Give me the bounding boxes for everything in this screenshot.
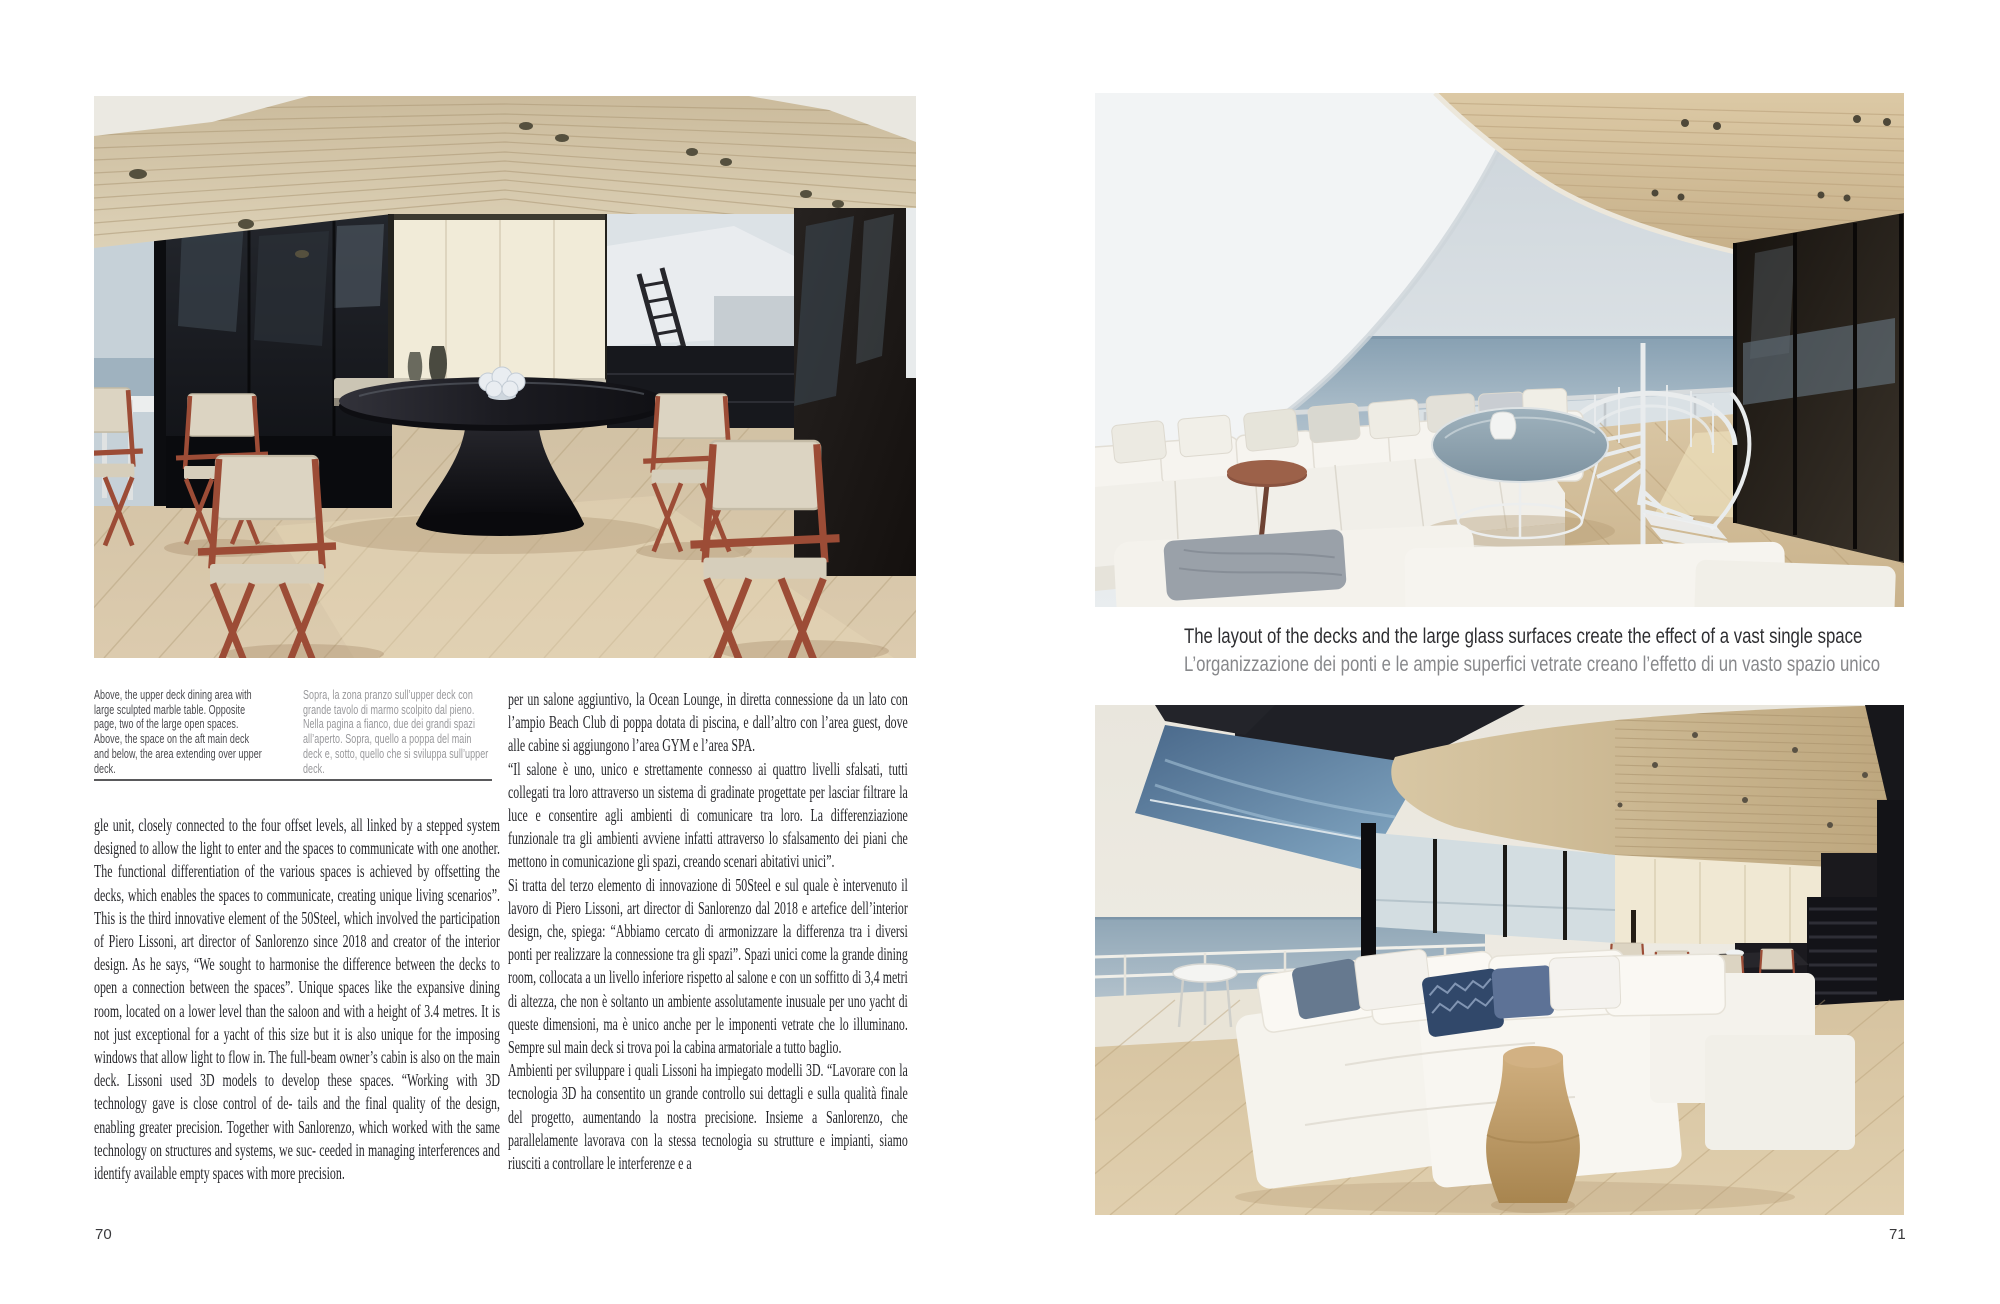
body-paragraph: Ambienti per sviluppare i quali Lissoni ha impiegato modelli 3D. “Lavorare con la tecnologia 3D ha consentito un grande controllo sui dettagli e sulla qualità finale del progetto, aumentando la nostra precisione. Insieme a Sanlorenzo, che parallelamente lavorava con la stessa tecnologia su strutture e impianti, siamo riusciti a controllare le interferenze e a [508,1060,908,1174]
photo-upper-deck-lounge [1095,705,1904,1215]
caption-english: Above, the upper deck dining area with large sculpted marble table. Opposite page, two of the large open spaces. Above, the space on the aft main deck and below, the area extending over upper deck. [94,687,262,776]
pull-quote-italian: L’organizzazione dei ponti e le ampie superfici vetrate creano l’effetto di un vasto spazio unico [1183,652,1881,676]
caption-italian: Sopra, la zona pranzo sull’upper deck con grande tavolo di marmo scolpito dal pieno. Nella pagina a fianco, due dei grandi spazi all’aperto. Sopra, quello a poppa del main deck e, sotto, quello che si sviluppa sull’upper deck. [303,687,489,776]
port-side-view [94,214,166,506]
page-number-left: 70 [95,1226,112,1243]
bronze-glass-doors [1735,213,1904,563]
body-paragraph: Si tratta del terzo elemento di innovazione di 50Steel e sul quale è intervenuto il lavoro di Piero Lissoni, art director di Sanlorenzo dal 2018 e artefice dell’interior design, che, spiega: “Abbiamo cercato di armonizzare la differenza tra i diversi ponti per realizzare la connessione tra gli spazi”. Spazi unici come la grande dining room, collocata a un livello inferiore rispetto al salone e con un soffitto di 3,4 metri di altezza, che non è soltanto un ambiente assolutamente inusuale per uno yacht di queste dimensioni, ma è unico anche per le imponenti vetrate che lo illuminano. Sempre sul main deck si trova poi la cabina armatoriale a tutto baglio. [508,874,908,1058]
body-column-english [94,814,500,1185]
caption-divider-rule [94,779,492,781]
body-column-italian [508,688,908,1175]
photo-upper-deck-dining [94,96,916,658]
pull-quote [1095,622,1904,678]
body-paragraph: “Il salone è uno, unico e strettamente connesso ai quattro livelli sfalsati, tutti collegati tra loro attraverso un sistema di gradinate progettate per lasciar filtrare la luce e consentire agli ambienti di comunicare tra loro. La differenziazione funzionale tra gli ambienti avviene infatti attraverso lo sfalsamento dei piani che mettono in comunicazione gli spazi, creando scenari abitativi unici”. [508,758,908,872]
body-paragraph: gle unit, closely connected to the four offset levels, all linked by a stepped system designed to allow the light to enter and the spaces to communicate with one another. The functional differentiation of the various spaces is achieved by offsetting the decks, which enables the spaces to communicate, creating unique living scenarios”. This is the third innovative element of the 50Steel, which involved the participation of Piero Lissoni, art director of Sanlorenzo since 2018 and creator of the interior design. As he says, “We sought to harmonise the difference between the decks to open a connection between the spaces”. Unique spaces like the expansive dining room, located on a lower level than the saloon and with a height of 3.4 metres. It is not just exceptional for a yacht of this size but it is also unique for the imposing windows that allow light to flow in. The full-beam owner’s cabin is also on the main deck. Lissoni used 3D models to develop these spaces. “Working with 3D technology gave is close control of de- tails and the final quality of the design, enabling greater precision. Together with Sanlorenzo, which worked with the same technology on structures and systems, we suc- ceeded in managing interferences and identify available empty spaces with more precision. [94,815,500,1184]
photo-aft-main-deck [1095,93,1904,607]
body-paragraph: per un salone aggiuntivo, la Ocean Lounge, in diretta connessione da un lato con l’ampio Beach Club di poppa dotata di piscina, e dall’altro con l’area guest, dove alle cabine si aggiungono l’area GYM e l’area SPA. [508,689,908,756]
stairs [1807,897,1885,1005]
pull-quote-english: The layout of the decks and the large glass surfaces create the effect of a vast single space [1183,624,1863,648]
page-number-right: 71 [1889,1226,1906,1243]
